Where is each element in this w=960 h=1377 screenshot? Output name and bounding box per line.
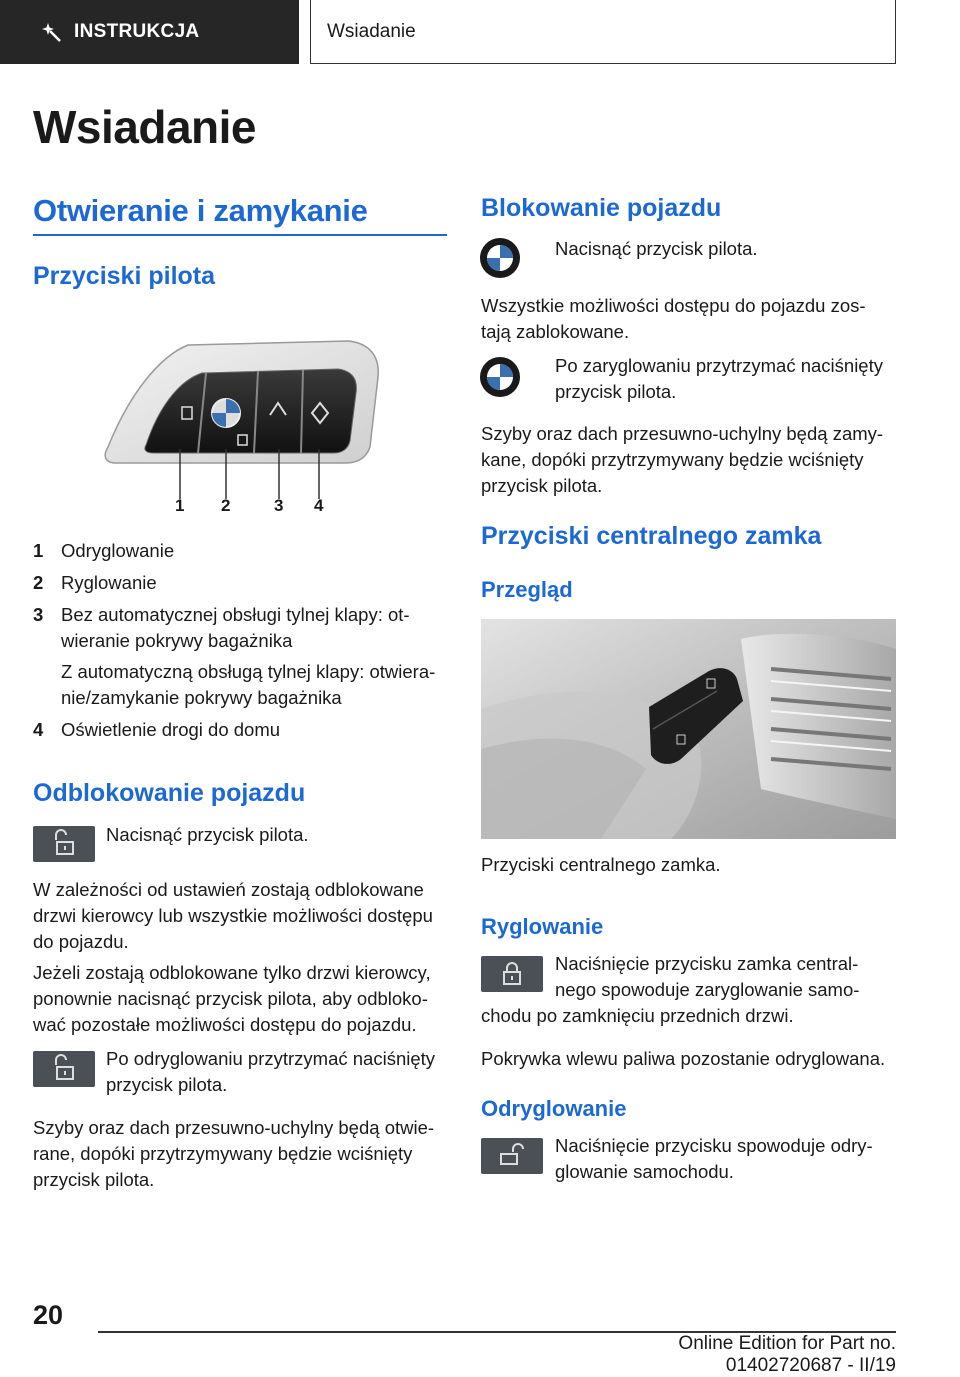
padlock-open-icon [33,826,95,862]
remote-buttons-heading: Przyciski pilota [33,262,216,290]
central-lock-icon-box [481,956,543,992]
locking-heading: Ryglowanie [481,914,604,939]
header-section-label: Wsiadanie [327,20,416,42]
unlocking-line2: glowanie samochodu. [555,1161,734,1182]
photo-caption: Przyciski centralnego zamka. [481,854,721,875]
lock-hold-line2: przycisk pilota. [555,381,677,402]
lock-p2-line2: kane, dopóki przytrzymywany będzie wciśnięty [481,449,864,470]
lock-heading: Blokowanie pojazdu [481,194,722,222]
list-num-2: 2 [33,572,44,593]
list-num-4: 4 [33,719,44,740]
list-item-trunk-line2: wieranie pokrywy bagażnika [61,630,293,651]
unlock-hold-line1: Po odryglowaniu przytrzymać naciśnięty [106,1048,436,1069]
overview-heading: Przegląd [481,577,573,602]
locking-line1: Naciśnięcie przycisku zamka central- [555,953,859,974]
lock-p1-line2: tają zablokowane. [481,321,630,342]
section-heading-open-close: Otwieranie i zamykanie [33,193,368,228]
key-fob-figure [98,337,388,522]
unlock-p1-line1: W zależności od ustawień zostają odblokowane [33,879,424,900]
list-num-1: 1 [33,540,44,561]
unlock-p3-line1: Szyby oraz dach przesuwno-uchylny będą otwie- [33,1117,435,1138]
unlock-p2-line3: wać pozostałe możliwości dostępu do pojazdu. [33,1014,417,1035]
locking-line2: nego spowoduje zaryglowanie samo- [555,979,860,1000]
unlocking-line1: Naciśnięcie przycisku spowoduje odry- [555,1135,873,1156]
unlock-p2-line1: Jeżeli zostają odblokowane tylko drzwi kierowcy, [33,962,431,983]
figure-label-2: 2 [221,496,231,515]
figure-label-3: 3 [274,496,284,515]
list-item-trunk-sub-line2: nie/zamykanie pokrywy bagażnika [61,687,342,708]
door-panel-photo [481,619,896,839]
unlock-hold-icon-box [33,1051,95,1087]
central-unlock-icon-box [481,1138,543,1174]
list-item-unlock: Odryglowanie [61,540,175,561]
lock-p2-line1: Szyby oraz dach przesuwno-uchylny będą zamy- [481,423,884,444]
list-num-3: 3 [33,604,44,625]
fuel-flap-note: Pokrywka wlewu paliwa pozostanie odryglowana. [481,1048,886,1069]
unlock-p1-line3: do pojazdu. [33,931,129,952]
locking-line3: chodu po zamknięciu przednich drzwi. [481,1005,794,1026]
unlock-p3-line3: przycisk pilota. [33,1169,155,1190]
lock-p2-line3: przycisk pilota. [481,475,603,496]
unlock-p1-line2: drzwi kierowcy lub wszystkie możliwości dostępu [33,905,433,926]
bmw-roundel-icon [479,237,521,279]
figure-label-1: 1 [175,496,185,515]
magic-wand-icon [40,21,62,43]
bmw-roundel-icon [479,356,521,398]
list-item-lock: Ryglowanie [61,572,157,593]
unlocking-heading: Odryglowanie [481,1096,627,1121]
lock-hold-line1: Po zaryglowaniu przytrzymać naciśnięty [555,355,883,376]
unlock-hold-line2: przycisk pilota. [106,1074,228,1095]
figure-label-4: 4 [314,496,324,515]
lock-instruction: Nacisnąć przycisk pilota. [555,238,758,259]
list-item-trunk-line1: Bez automatycznej obsługi tylnej klapy: ot- [61,604,410,625]
unlock-instruction: Nacisnąć przycisk pilota. [106,824,309,845]
padlock-closed-icon [481,956,543,992]
page-number: 20 [33,1300,64,1330]
unlock-p3-line2: rane, dopóki przytrzymywany będzie wciśnięty [33,1143,413,1164]
unlock-heading: Odblokowanie pojazdu [33,779,306,807]
list-item-trunk-sub-line1: Z automatyczną obsługą tylnej klapy: otwiera- [61,661,436,682]
footer-edition: Online Edition for Part no. 01402720687 - II/19 [678,1333,896,1376]
unlock-icon-box [33,826,95,862]
lock-p1-line1: Wszystkie możliwości dostępu do pojazdu zos- [481,295,866,316]
header-section-box [310,0,896,64]
unlock-p2-line2: ponownie nacisnąć przycisk pilota, aby odbloko- [33,988,428,1009]
section-rule [33,234,447,236]
page-title: Wsiadanie [33,101,257,153]
header-tab-label: INSTRUKCJA [74,21,200,42]
padlock-open-icon [481,1138,543,1174]
header-tab[interactable] [0,0,299,64]
list-item-home-light: Oświetlenie drogi do domu [61,719,281,740]
padlock-open-icon [33,1051,95,1087]
central-lock-heading: Przyciski centralnego zamka [481,522,822,550]
